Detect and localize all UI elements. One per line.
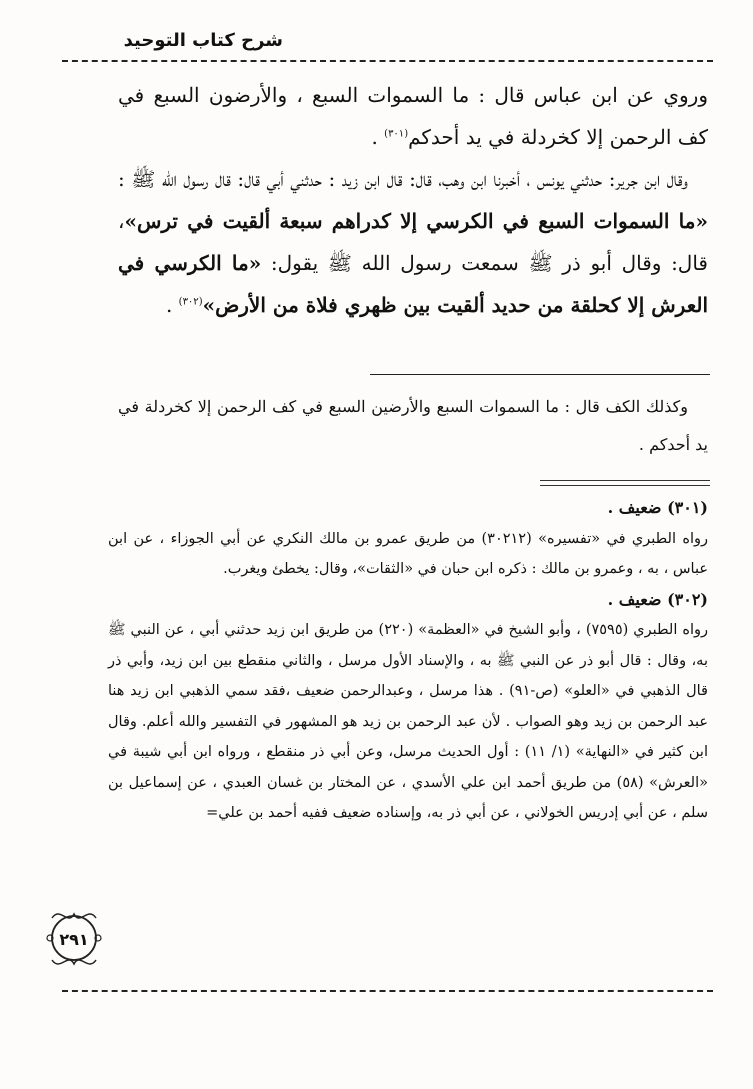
hadith-quote-arsh: «ما الكرسي في العرش إلا كحلقة من حديد ألقيت بين ظهري فلاة من الأرض» [118,251,708,317]
paragraph-1-text: وروي عن ابن عباس قال : ما السموات السبع ، والأرضون السبع في كف الرحمن إلا كخردلة في يد أحدكم [118,83,708,149]
paragraph-ibn-jarir: وقال ابن جرير: حدثني يونس ، أخبرنا ابن وهب، قال: قال ابن زيد : حدثني أبي قال: قال رسول الله ﷺ : «ما السموات السبع في الكرسي إلا كدراهم سبعة ألقيت في ترس»، قال: وقال أبو ذر ﷺ سمعت رسول الله ﷺ يقول: «ما الكرسي في العرش إلا كحلقة من حديد ألقيت بين ظهري فلاة من الأرض»$^{(٣٠٢)}$ . [118,167,708,317]
footnote-ref-301: (٣٠١) [384,128,409,140]
footnote-separator-top [540,480,710,481]
footnote-ref-302: (٣٠٢) [178,296,203,308]
footnote-302-body: رواه الطبري (٧٥٩٥) ، وأبو الشيخ في «العظمة» (٢٢٠) من طريق ابن زيد حدثني أبي ، عن النبي ﷺ به، وقال : قال أبو ذر عن النبي ﷺ به ، والإسناد الأول مرسل ، والثاني منقطع بين ابن زيد، وأبي ذر قال الذهبي في «العلو» (ص-٩١) . هذا مرسل ، وعبدالرحمن ضعيف ،فقد سمي الذهبي ابن زيد هنا عبد الرحمن بن زيد وهو الصواب . لأن عبد الرحمن بن زيد هو المشهور في التفسير والله أعلم. وقال ابن كثير في «النهاية» (١/ ١١) : أول الحديث مرسل، وعن أبي ذر منقطع ، ورواه ابن أبي شيبة في «العرش» (٥٨) من طريق أحمد ابن علي الأسدي ، عن المختار بن غسان العبدي ، عن إسماعيل بن سلم ، عن أبي إدريس الخولاني ، عن أبي ذر به، وإسناده ضعيف ففيه أحمد بن علي= [108,622,708,821]
commentary-note [118,388,708,464]
hadith-quote-kursi: «ما السموات السبع في الكرسي إلا كدراهم سبعة ألقيت في ترس» [124,209,708,233]
main-text [118,74,708,326]
footnote-301-heading: (٣٠١) ضعيف . [607,498,708,517]
commentary-divider [370,374,710,375]
running-header-title: شرح كتاب التوحيد [123,30,283,51]
paragraph-2-abu-dharr: ، قال: وقال أبو ذر ﷺ سمعت رسول الله ﷺ يقول: [118,209,708,275]
paragraph-2-intro: وقال ابن جرير: حدثني يونس ، أخبرنا ابن وهب، قال: قال ابن زيد : حدثني أبي قال: قال رسول الله ﷺ : [118,167,688,191]
footnote-301-body: رواه الطبري في «تفسيره» (٣٠٢١٢) من طريق عمرو بن مالك النكري عن أبي الجوزاء ، عن ابن عباس ، به ، وعمرو بن مالك : ذكره ابن حبان في «الثقات»، وقال: يخطئ ويغرب. [108,530,708,577]
footnote-separator-bottom [540,485,710,486]
header-divider [62,60,713,62]
page-number: ٢٩١ [59,930,89,949]
paragraph-ibn-abbas: وروي عن ابن عباس قال : ما السموات السبع ، والأرضون السبع في كف الرحمن إلا كخردلة في يد أحدكم$^{(٣٠١)}$ . [118,83,708,149]
footnotes-section [108,493,708,829]
footer-divider [62,990,713,992]
commentary-text: وكذلك الكف قال : ما السموات السبع والأرضين السبع في كف الرحمن إلا كخردلة في يد أحدكم . [118,397,708,454]
footnote-302-heading: (٣٠٢) ضعيف . [607,589,708,609]
